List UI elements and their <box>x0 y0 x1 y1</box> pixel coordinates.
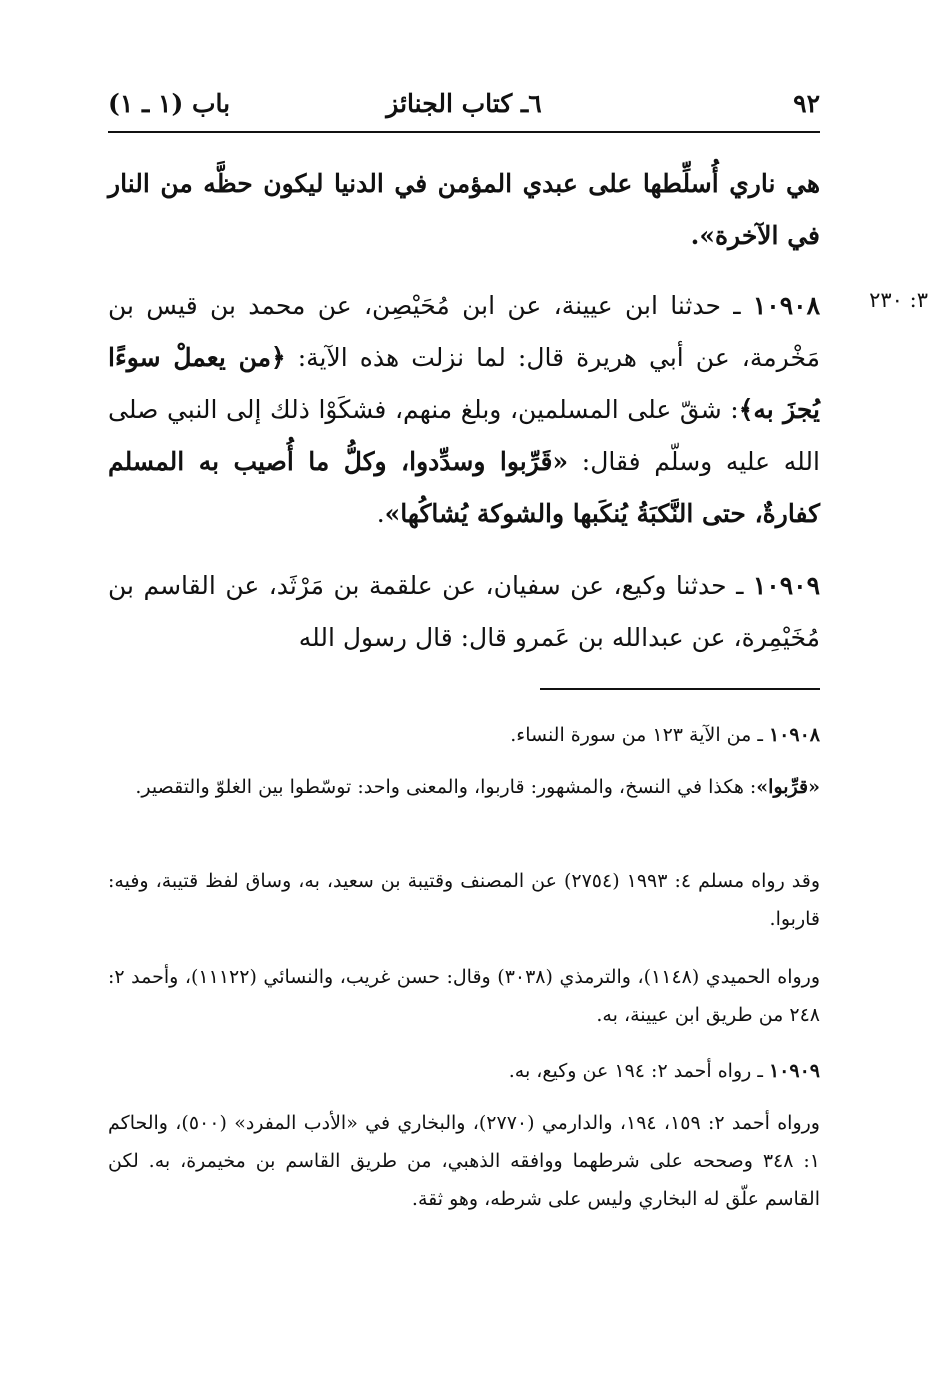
page-number: ٩٢ <box>793 89 820 118</box>
margin-reference: ٣: ٢٣٠ <box>869 288 928 312</box>
footnote-1 <box>108 716 820 754</box>
footnote-text: : هكذا في النسخ، والمشهور: قاربوا، والمعنى واحد: توسّطوا بين الغلوّ والتقصير. <box>135 776 757 798</box>
hadith-10908 <box>108 280 820 540</box>
footnote-text: ورواه الحميدي (١١٤٨)، والترمذي (٣٠٣٨) وقال: حسن غريب، والنسائي (١١١٢٢)، وأحمد ٢: ٢٤٨ من طريق ابن عيينة، به. <box>108 966 820 1026</box>
footnote-text: ـ رواه أحمد ٢: ١٩٤ عن وكيع، به. <box>508 1060 769 1082</box>
footnote-5 <box>108 1052 820 1090</box>
hadith-isnad: ـ حدثنا ابن عيينة، عن ابن مُحَيْصِن، عن محمد بن قيس بن مَخْرمة، عن أبي هريرة قال: لما نزلت هذه الآية: <box>108 291 820 372</box>
hadith-isnad: ـ حدثنا وكيع، عن سفيان، عن علقمة بن مَرْثَد، عن القاسم بن مُخَيْمِرة، عن عبدالله بن عَمرو قال: قال رسول الله <box>108 571 820 652</box>
section-label: باب (١ ـ ١) <box>108 89 231 118</box>
continuation-paragraph <box>108 158 820 262</box>
footnote-text: وقد رواه مسلم ٤: ١٩٩٣ (٢٧٥٤) عن المصنف وقتيبة بن سعيد، به، وساق لفظ قتيبة، وفيه: قاربوا. <box>108 870 821 930</box>
hadith-10909 <box>108 560 820 664</box>
book-title: ٦ـ كتاب الجنائز <box>386 89 542 118</box>
footnote-lead: «قرِّبوا» <box>756 776 820 798</box>
header-divider <box>108 131 820 133</box>
hadith-number: ١٠٩٠٩ <box>752 571 820 600</box>
footnote-2 <box>108 768 820 806</box>
continuation-text: هي ناري أُسلِّطها على عبدي المؤمن في الدنيا ليكون حظَّه من النار في الآخرة». <box>108 169 820 250</box>
footnote-number: ١٠٩٠٨ <box>768 724 820 746</box>
prophetic-saying: «قَرِّبوا وسدِّدوا، وكلُّ ما أُصيب به المسلم كفارةٌ، حتى النَّكبَةُ يُنكَبها والشوكة يُشاكُها» <box>108 447 820 528</box>
footnote-text: ورواه أحمد ٢: ١٥٩، ١٩٤، والدارمي (٢٧٧٠)، والبخاري في «الأدب المفرد» (٥٠٠)، والحاكم ١: ٣٤٨ وصححه على شرطهما ووافقه الذهبي، من طريق القاسم بن مخيمرة، به. لكن القاسم علّق له البخاري وليس على شرطه، وهو ثقة. <box>108 1112 820 1210</box>
running-header <box>108 86 820 126</box>
footnote-3 <box>108 862 820 938</box>
footnote-text: ـ من الآية ١٢٣ من سورة النساء. <box>510 724 769 746</box>
footnote-divider <box>540 688 820 690</box>
hadith-number: ١٠٩٠٨ <box>752 291 820 320</box>
footnote-6 <box>108 1104 820 1218</box>
hadith-narration: : شقّ على المسلمين، وبلغ منهم، فشكَوْا ذلك إلى النبي صلى الله عليه وسلّم فقال: <box>108 395 820 476</box>
hadith-end: . <box>376 499 385 528</box>
footnote-number: ١٠٩٠٩ <box>768 1060 820 1082</box>
quran-verse: ﴿من يعملْ سوءًا يُجزَ به﴾ <box>108 343 820 424</box>
footnote-4 <box>108 958 820 1034</box>
